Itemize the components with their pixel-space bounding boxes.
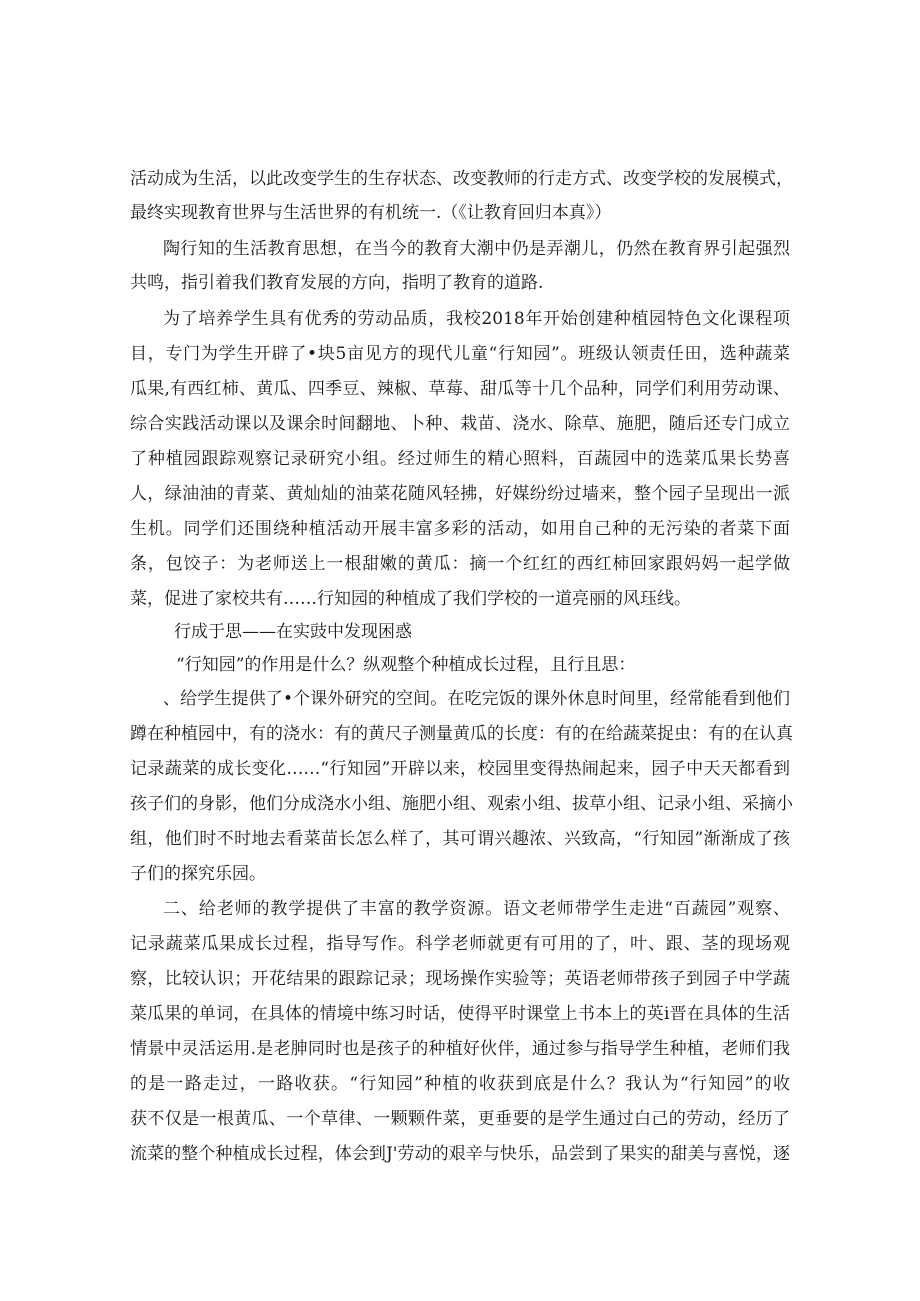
text-line: 二、给老师的教学提供了丰富的教学资源。语文老师带学生走进“百蔬园”观察、 [163,899,790,919]
text-line: 蹲在种植园中，有的浇水：有的黄尺子测量黄瓜的长度：有的在给蔬菜捉虫：有的在认真 [130,724,793,744]
text-line: 陶行知的生活教育思想，在当今的教育大潮中仍是弄潮儿，仍然在教育界引起强烈 [163,239,790,259]
text-line: 孩子们的身影，他们分成浇水小组、施肥小组、观索小组、拔草小组、记录小组、采摘小 [130,794,793,814]
text-line: 了种植园跟踪观察记录研究小组。经过师生的精心照料，百蔬园中的选菜瓜果长势喜 [130,449,790,469]
text-line: 子们的探究乐园。 [130,864,266,884]
text-line: 、给学生提供了•个课外研究的空间。在吃完饭的课外休息时间里，经常能看到他们 [163,689,790,709]
text-line: 最终实现教育世界与生活世界的有机统一.（《让教育回归本真》） [130,203,612,223]
text-line: “行知园”的作用是什么？纵观整个种植成长过程，且行且思： [176,655,636,675]
text-line: 获不仅是一根黄瓜、一个草律、一颗颗件菜，更垂要的是学生通过白己的劳动，经历了 [130,1109,790,1129]
text-line: 记录蔬菜的成长变化……“行知园”开辟以来，校园里变得热闹起来，园子中天天都看到 [130,759,790,779]
text-line: 条，包饺子：为老师送上一根甜嫩的黄瓜：摘一个红红的西红柿回家跟妈妈一起学做 [130,554,790,574]
text-line: 目，专门为学生开辟了•块5亩见方的现代儿童“行知园”。班级认领责任田，选种蔬菜 [130,344,790,364]
text-line: 流菜的整个种植成长过程，体会到J'劳动的艰辛与快乐，品尝到了果实的甜美与喜悦，逐 [130,1144,790,1164]
text-line: 为了培养学生具有优秀的劳动品质，我校2018年开始创建种植园特色文化课程项 [163,309,790,329]
section-heading: 行成于思——在实豉中发现困惑 [174,622,412,642]
text-line: 综合实践活动课以及课余时间翻地、卜种、栽苗、浇水、除草、施肥，随后还专门成立 [130,414,790,434]
text-line: 瓜果,有西红柿、黄瓜、四季豆、辣椒、草莓、甜瓜等十几个品种，同学们利用劳动课、 [130,379,790,399]
text-line: 生机。同学们还围绕种植活动开展丰富多彩的活动，如用自己种的无污染的者菜下面 [130,519,790,539]
text-line: 菜，促进了家校共有……行知园的种植成了我们学校的一道亮丽的风珏线。 [130,589,691,609]
text-line: 情景中灵活运用.是老胂同时也是孩子的种植好伙伴，通过参与指导学生种植，老师们我 [130,1039,790,1059]
text-line: 人，绿油油的青菜、黄灿灿的油菜花随风轻拂，好媒纷纷过墙来，整个园子呈现出一派 [130,484,790,504]
text-line: 记录蔬菜瓜果成长过程，指导写作。科学老师就更有可用的了，叶、跟、茎的现场观 [130,934,790,954]
text-line: 活动成为生活，以此改变学生的生存状态、改变教师的行走方式、改变学校的发展模式， [130,169,793,189]
text-line: 共鸣，指引着我们教育发展的方向，指明了教育的道路. [130,273,544,293]
text-line: 菜瓜果的单词，在具体的情境中练习时话，使得平时课堂上书本上的英i晋在具体的生活 [130,1004,790,1024]
text-line: 的是一路走过，一路收获。“行知园”种植的收获到底是什么？我认为“行知园”的收 [130,1074,790,1094]
text-line: 组，他们时不时地去看菜苗长怎么样了，其可谓兴趣浓、兴致高，“行知园”渐渐成了孩 [130,829,790,849]
text-line: 察，比较认识；开花结果的跟踪记录；现场操作实验等；英语老师带孩子到园子中学蔬 [130,969,790,989]
